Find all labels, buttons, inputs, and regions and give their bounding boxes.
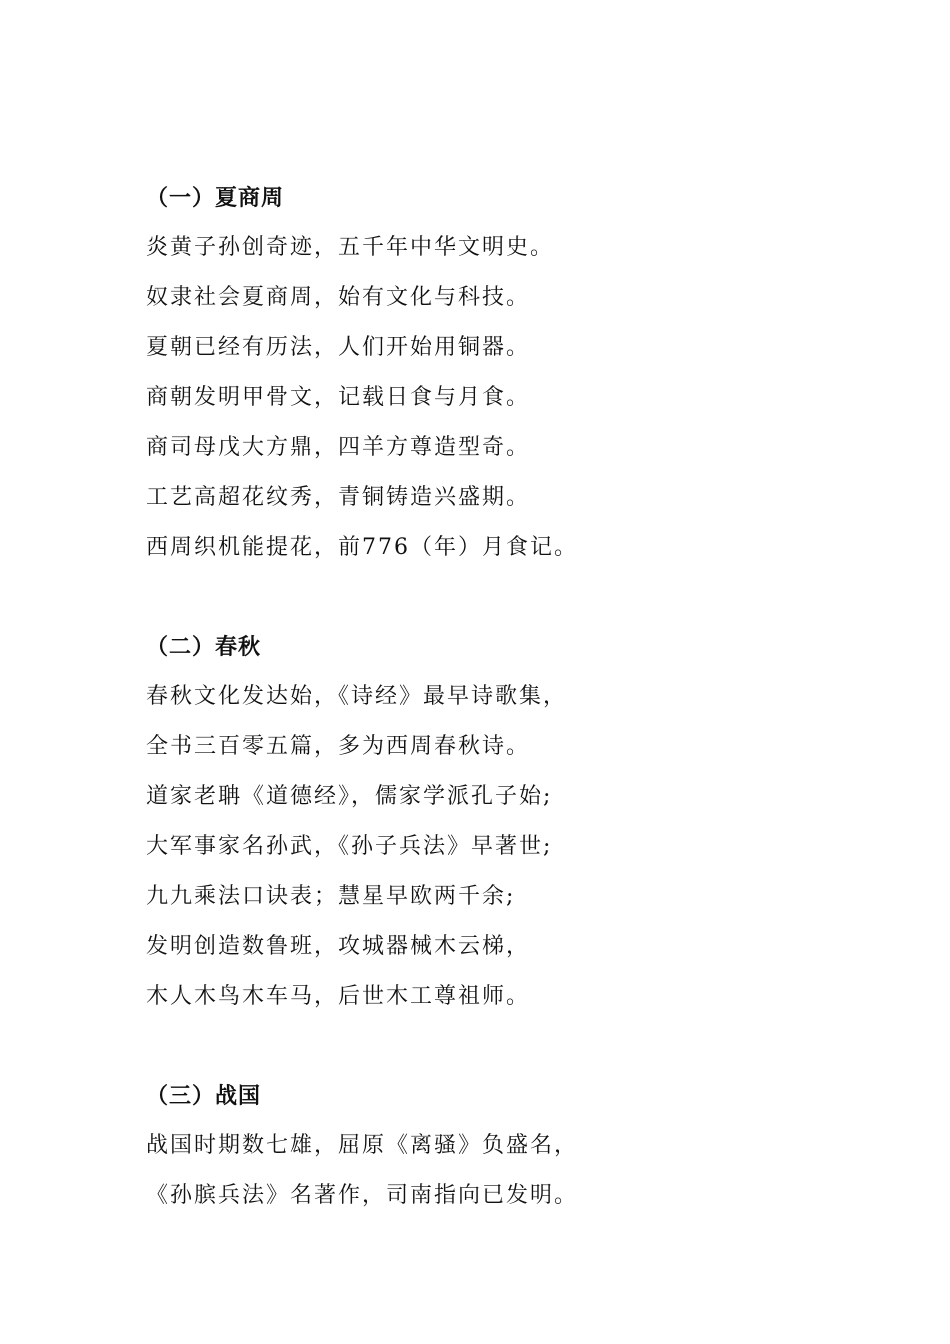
verse-lines xyxy=(146,1131,866,1211)
verse-lines xyxy=(146,682,866,1012)
verse-lines xyxy=(146,233,866,563)
verse-line: 九九乘法口诀表；慧星早欧两千余; xyxy=(146,884,516,909)
verse-line: 大军事家名孙武，《孙子兵法》早著世; xyxy=(146,834,553,859)
section-chunqiu xyxy=(146,633,866,1032)
verse-line: 春秋文化发达始，《诗经》最早诗歌集， xyxy=(146,684,568,709)
verse-line: 木人木鸟木车马，后世木工尊祖师。 xyxy=(146,984,531,1009)
verse-line: 夏朝已经有历法，人们开始用铜器。 xyxy=(146,335,531,360)
verse-line: 战国时期数七雄，屈原《离骚》负盛名， xyxy=(146,1133,579,1158)
section-zhanguo xyxy=(146,1082,866,1231)
verse-line: 全书三百零五篇，多为西周春秋诗。 xyxy=(146,734,531,759)
verse-line: 发明创造数鲁班，攻城器械木云梯， xyxy=(146,934,531,959)
section-heading: （三）战国 xyxy=(146,1084,262,1109)
verse-line: 奴隶社会夏商周，始有文化与科技。 xyxy=(146,285,531,310)
verse-line: 炎黄子孙创奇迹，五千年中华文明史。 xyxy=(146,235,555,260)
verse-line: 工艺高超花纹秀，青铜铸造兴盛期。 xyxy=(146,485,531,510)
verse-line: 商朝发明甲骨文，记载日食与月食。 xyxy=(146,385,531,410)
section-xia-shang-zhou xyxy=(146,184,866,583)
verse-line: 商司母戊大方鼎，四羊方尊造型奇。 xyxy=(146,435,531,460)
verse-line: 道家老聃《道德经》，儒家学派孔子始; xyxy=(146,784,553,809)
section-heading: （一）夏商周 xyxy=(146,186,285,211)
section-heading: （二）春秋 xyxy=(146,635,262,660)
verse-line: 《孙膑兵法》名著作，司南指向已发明。 xyxy=(146,1183,579,1208)
verse-line: 西周织机能提花，前776（年）月食记。 xyxy=(146,535,578,560)
